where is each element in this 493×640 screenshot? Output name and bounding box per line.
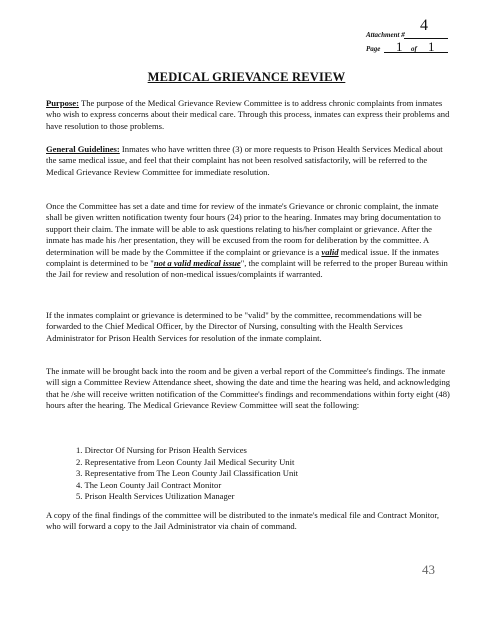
attachment-label: Attachment #: [366, 31, 405, 39]
committee-members-list: [76, 445, 436, 503]
of-label: of: [411, 45, 417, 53]
valid-emphasis: valid: [321, 246, 339, 257]
list-item: 5. Prison Health Services Utilization Manager: [76, 491, 235, 502]
procedure-text-1: Once the Committee has set a date and time for review of the inmate's Grievance or chronic complaint, the inmate shall be given written notification twenty four hours (24) prior to the hearing. Inmates may bring documentation to support their claim. The inmate will be able to ask questions relating to his/her complaint or grievance. After the inmate has made his /her presentation, they will be excused from the room for deliberation by the committee. A determination will be made by the Committee if the complaint or grievance is a: [46, 201, 441, 257]
document-title: MEDICAL GRIEVANCE REVIEW: [147, 70, 346, 84]
not-valid-emphasis: not a valid medical issue: [153, 258, 241, 269]
guidelines-text: Inmates who have written three (3) or more requests to Prison Health Services Medical about the same medical issue, and feel that their complaint has not been resolved satisfactorily, will be referred to the Medical Grievance Review Committee for immediate resolution.: [46, 144, 443, 177]
page-number: 43: [422, 562, 435, 577]
guidelines-label: General Guidelines:: [46, 144, 120, 154]
purpose-text: The purpose of the Medical Grievance Review Committee is to address chronic complaints from inmates who wish to express concerns about their medical care. Through this process, inmates can express their problems and have resolution to those problems.: [46, 98, 450, 131]
page-number-field: 1: [396, 39, 403, 54]
attachment-number: 4: [420, 17, 428, 34]
attachment-underline: [404, 38, 448, 39]
list-item: 1. Director Of Nursing for Prison Health Services: [76, 445, 247, 455]
distribution-paragraph: A copy of the final findings of the committee will be distributed to the inmate's medical file and Contract Monitor, who will forward a copy to the Jail Administrator via chain of command.: [46, 510, 440, 532]
findings-paragraph: The inmate will be brought back into the room and be given a verbal report of the Committee's findings. The inmate will sign a Committee Review Attendance sheet, showing the date and time the hearing was held, and acknowledging that he /she will receive written notification of the Committee's findings and recommendations within forty eight (48) hours after the hearing. The Medical Grievance Review Committee will seat the following:: [46, 366, 451, 411]
guidelines-paragraph: [46, 144, 451, 178]
procedure-paragraph: [46, 201, 451, 281]
page-total-field: 1: [428, 39, 435, 54]
purpose-paragraph: [46, 98, 451, 132]
list-item: 4. The Leon County Jail Contract Monitor: [76, 479, 222, 490]
list-item: 3. Representative from The Leon County Jail Classification Unit: [76, 468, 299, 479]
procedure-text-3: ", the complaint will be referred to the proper Bureau within the Jail for review and resolution of non-medical issues/complaints if warranted.: [46, 258, 448, 280]
procedure-text-2: medical issue. If the inmates complaint is determined to be ": [46, 246, 439, 269]
page-label: Page: [366, 45, 381, 53]
list-item: 2. Representative from Leon County Jail Medical Security Unit: [76, 456, 295, 467]
valid-complaint-paragraph: If the inmates complaint or grievance is determined to be "valid" by the committee, recommendations will be forwarded to the Chief Medical Officer, by the Director of Nursing, consulting with the Health Services Administrator for Prison Health Services for resolution of the inmate complaint.: [46, 310, 422, 343]
purpose-label: Purpose:: [46, 98, 79, 108]
